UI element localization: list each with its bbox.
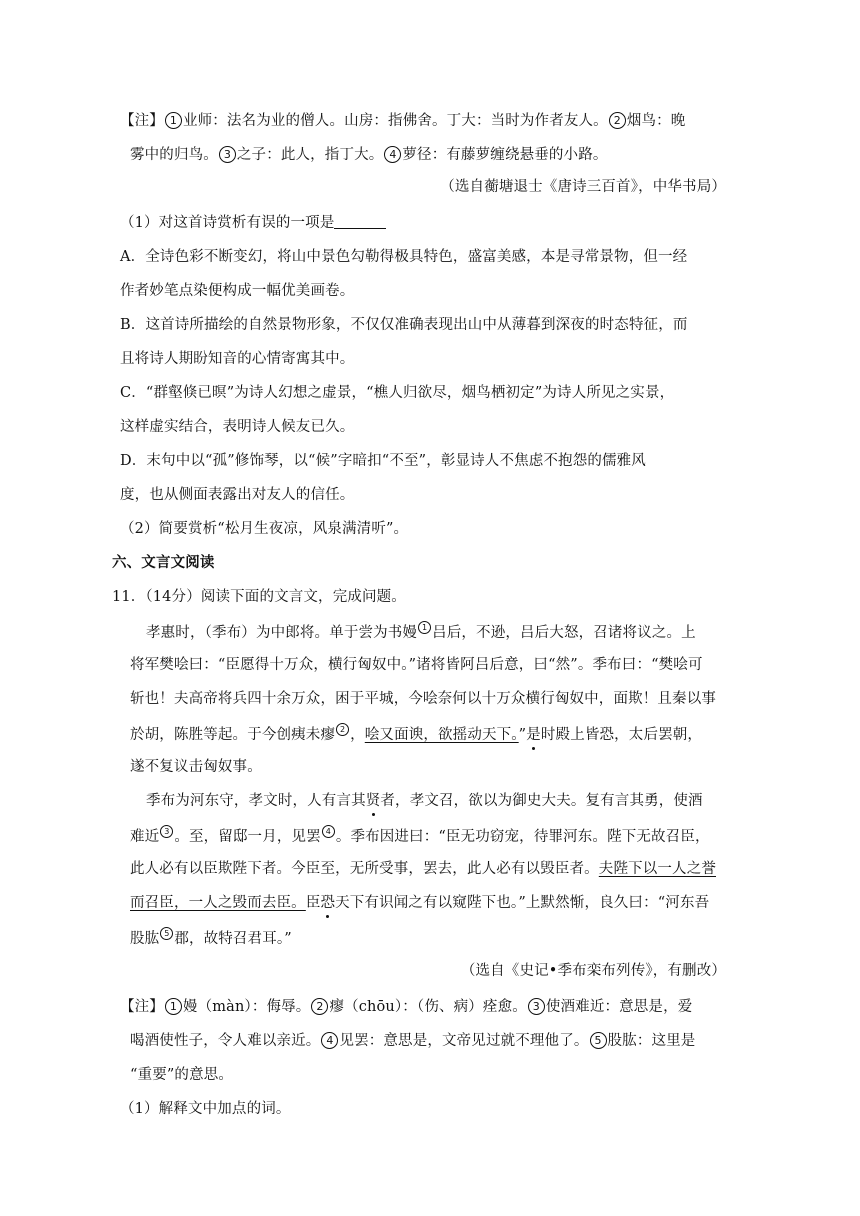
footnote-marker: 2 [336,723,349,736]
passage-text: 时殿上皆恐，太后罢朝， [540,727,703,743]
note-text: 瘳（chōu）：（伤、病）痊愈。 [329,999,527,1015]
option-b-line-1: B．这首诗所描绘的自然景物形象，不仅仅准确表现出山中从薄暮到深夜的时态特征，而 [120,317,688,333]
source-citation-1: （选自蘅塘退士《唐诗三百首》，中华书局） [440,179,726,195]
footnote-marker: 5 [590,1032,607,1049]
underlined-sentence: 哙又面谀，欲摇动天下。 [364,727,519,743]
note-text: 业师：法名为业的僧人。山房：指佛舍。丁大：当时为作者友人。 [182,113,608,129]
note-text: 之子：此人，指丁大。 [236,147,384,163]
note-text: 喝酒使性子，令人难以亲近。 [130,1033,321,1049]
passage-text: ， [350,727,365,743]
footnote-marker: 2 [311,998,328,1015]
question-2: （2）简要赏析“松月生夜凉，风泉满清听”。 [120,521,409,537]
question-11-1: （1）解释文中加点的词。 [120,1101,291,1117]
footnote-marker: 5 [160,927,173,940]
footnote-marker: 4 [322,825,335,838]
section-heading: 六、文言文阅读 [112,555,215,571]
footnote-marker: 1 [165,112,182,129]
dotted-word: 恐 [320,895,336,911]
option-b-line-2: 且将诗人期盼知音的心情寄寓其中。 [120,351,355,367]
passage-text: 吕后，不逊，吕后大怒，召诸将议之。上 [432,625,696,641]
passage-text: 於胡，陈胜等起。于今创痍未瘳 [130,727,336,743]
passage-text: 季布为河东守，孝文时，人有言其 [146,793,366,809]
note-text: 萝径：有藤萝缠绕悬垂的小路。 [402,147,608,163]
footnote-marker: 3 [528,998,545,1015]
passage-text: 孝惠时，（季布）为中郎将。单于尝为书嫚 [146,625,418,641]
option-c-line-2: 这样虚实结合，表明诗人候友已久。 [120,419,355,435]
passage-p1-line-3: 斩也！夫高帝将兵四十余万众，困于平城，今哙奈何以十万众横行匈奴中，面欺！且秦以事 [130,691,716,707]
note-label: 【注】 [120,999,164,1015]
passage-text: 臣 [305,895,321,911]
note2-line-2 [130,1031,695,1051]
footnote-marker: 1 [165,998,182,1015]
passage-p1-line-5: 遂不复议击匈奴事。 [130,759,262,775]
footnote-marker: 3 [219,146,236,163]
option-d-line-1: D．末句中以“孤”修饰琴，以“候”字暗扣“不至”，彰显诗人不焦虑不抱怨的儒雅风 [120,453,646,469]
footnote-marker: 1 [418,621,431,634]
passage-p2-line-5 [130,927,292,949]
note2-line-3: “重要”的意思。 [130,1067,234,1083]
passage-text: ” [518,727,527,743]
note-text: 股肱：这里是 [607,1033,696,1049]
dotted-word: 贤 [365,793,381,809]
passage-p2-line-1 [146,791,703,811]
note-text: 见罢：意思是，文帝见过就不理他了。 [339,1033,589,1049]
passage-text: 此人必有以臣欺陛下者。今臣至，无所受事，罢去，此人必有以毁臣者。 [130,861,599,877]
answer-blank [334,214,386,229]
note-text: 嫚（màn）：侮辱。 [182,999,311,1015]
note-line-1 [120,111,685,131]
source-citation-2: （选自《史记•季布栾布列传》，有删改） [460,963,726,979]
passage-text: 郡，故特召君耳。” [174,931,292,947]
note-text: 使酒难近：意思是，爱 [545,999,693,1015]
passage-text: 。至，留邸一月，见罢 [174,829,321,845]
footnote-marker: 4 [321,1032,338,1049]
dotted-word: 是 [526,727,541,743]
option-a-line-2: 作者妙笔点染便构成一幅优美画卷。 [120,283,355,299]
note-line-2 [130,145,608,165]
option-a-line-1: A．全诗色彩不断变幻，将山中景色勾勒得极具特色，盛富美感，本是寻常景物，但一经 [120,249,688,265]
passage-p1-line-4 [130,723,702,745]
passage-text: 股肱 [130,931,160,947]
footnote-marker: 3 [160,825,173,838]
underlined-sentence: 而召臣，一人之毁而去臣。 [130,895,306,911]
underlined-sentence: 夫陛下以一人之誉 [598,861,716,877]
footnote-marker: 4 [384,146,401,163]
passage-text: 。季布因进曰：“臣无功窃宠，待罪河东。陛下无故召臣， [335,829,710,845]
note-label: 【注】 [120,113,164,129]
passage-p2-line-3 [130,859,716,879]
note-text: 雾中的归鸟。 [130,147,218,163]
question-1-stem [120,213,386,233]
note2-line-1 [120,997,692,1017]
footnote-marker: 2 [609,112,626,129]
passage-p1-line-1 [146,621,696,643]
note-text: 烟鸟：晚 [626,113,686,129]
passage-p1-line-2: 将军樊哙曰：“臣愿得十万众，横行匈奴中。”诸将皆阿吕后意，曰“然”。季布曰：“樊哙可 [130,657,703,673]
question-text: （1）对这首诗赏析有误的一项是 [120,215,335,231]
option-d-line-2: 度，也从侧面表露出对友人的信任。 [120,487,355,503]
passage-p2-line-4 [130,893,709,913]
option-c-line-1: C．“群壑倏已暝”为诗人幻想之虚景，“樵人归欲尽，烟鸟栖初定”为诗人所见之实景， [120,385,675,401]
passage-p2-line-2 [130,825,710,847]
question-11-stem: 11．（14分）阅读下面的文言文，完成问题。 [112,589,406,605]
passage-text: 难近 [130,829,160,845]
passage-text: 者，孝文召，欲以为御史大夫。复有言其勇，使酒 [380,793,703,809]
passage-text: 天下有识闻之有以窥陛下也。”上默然惭，良久曰：“河东吾 [335,895,710,911]
